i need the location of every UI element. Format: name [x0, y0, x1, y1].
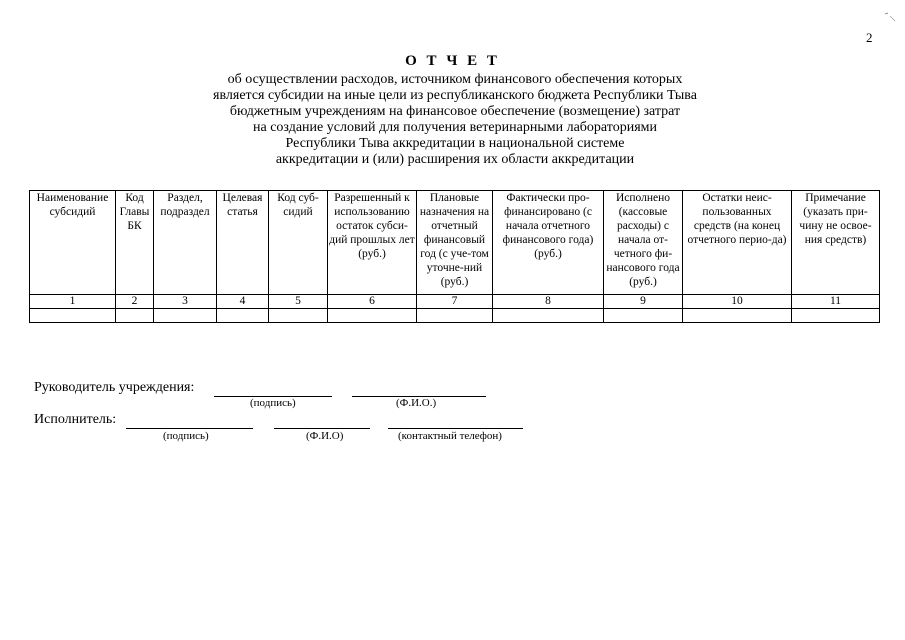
table-cell — [30, 309, 116, 323]
table-header-row — [30, 191, 880, 295]
column-number: 11 — [792, 295, 880, 309]
executor-signature-line — [126, 428, 253, 429]
head-signature-caption: (подпись) — [250, 397, 296, 409]
subtitle-line: аккредитации и (или) расширения их области аккредитации — [275, 152, 635, 167]
table-row — [30, 309, 880, 323]
table-cell — [417, 309, 493, 323]
page-number: 2 — [866, 30, 873, 45]
column-number: 3 — [154, 295, 217, 309]
column-header: Код Главы БК — [116, 191, 154, 295]
report-subtitle — [110, 72, 800, 168]
subtitle-line: на создание условий для получения ветеринарными лабораториями — [253, 120, 657, 135]
column-header: Наименование субсидий — [30, 191, 116, 295]
executor-name-caption: (Ф.И.О) — [306, 430, 344, 442]
table-cell — [217, 309, 269, 323]
column-number: 4 — [217, 295, 269, 309]
column-header: Остатки неис-пользованных средств (на конец отчетного перио-да) — [683, 191, 792, 295]
executor-phone-line — [388, 428, 523, 429]
column-number: 8 — [493, 295, 604, 309]
subtitle-line: является субсидии на иные цели из республиканского бюджета Республики Тыва — [213, 88, 697, 103]
column-header: Код суб-сидий — [269, 191, 328, 295]
table-cell — [604, 309, 683, 323]
scan-mark-icon — [884, 12, 896, 22]
column-header: Разрешенный к использованию остаток субси-дий прошлых лет (руб.) — [328, 191, 417, 295]
report-title: О Т Ч Е Т — [405, 53, 500, 69]
table-cell — [116, 309, 154, 323]
column-header: Исполнено (кассовые расходы) с начала от-четного фи-нансового года (руб.) — [604, 191, 683, 295]
table-cell — [269, 309, 328, 323]
executor-name-line — [274, 428, 370, 429]
column-header: Фактически про-финансировано (с начала отчетного финансового года) (руб.) — [493, 191, 604, 295]
column-header: Целевая статья — [217, 191, 269, 295]
column-number: 6 — [328, 295, 417, 309]
subtitle-line: об осуществлении расходов, источником финансового обеспечения которых — [227, 72, 683, 87]
column-number: 9 — [604, 295, 683, 309]
report-table — [29, 190, 880, 323]
table-cell — [493, 309, 604, 323]
subtitle-line: Республики Тыва аккредитации в национальной системе — [285, 136, 625, 151]
executor-phone-caption: (контактный телефон) — [398, 430, 502, 442]
table-cell — [328, 309, 417, 323]
column-number: 2 — [116, 295, 154, 309]
subtitle-line: бюджетным учреждениям на финансовое обеспечение (возмещение) затрат — [229, 104, 681, 119]
column-number: 5 — [269, 295, 328, 309]
column-header: Плановые назначения на отчетный финансовый год (с уче-том уточне-ний (руб.) — [417, 191, 493, 295]
column-number-row — [30, 295, 880, 309]
table-cell — [683, 309, 792, 323]
column-number: 7 — [417, 295, 493, 309]
head-name-caption: (Ф.И.О.) — [396, 397, 437, 409]
head-signature-label: Руководитель учреждения: — [34, 380, 195, 395]
column-header: Раздел, подраздел — [154, 191, 217, 295]
table-cell — [154, 309, 217, 323]
table-cell — [792, 309, 880, 323]
executor-signature-caption: (подпись) — [163, 430, 209, 442]
column-number: 10 — [683, 295, 792, 309]
column-number: 1 — [30, 295, 116, 309]
column-header: Примечание (указать при-чину не освое-ния средств) — [792, 191, 880, 295]
executor-label: Исполнитель: — [34, 412, 117, 427]
